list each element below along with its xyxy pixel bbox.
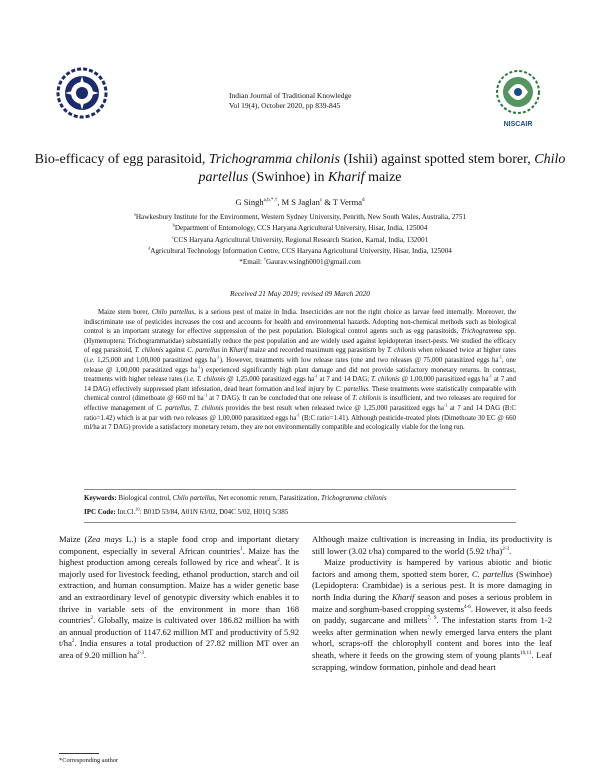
niscair-logo [490, 68, 546, 130]
affiliation-item: $^a$Hawkesbury Institute for the Environment, Western Sydney University, Penrith, New South Wales, Australia, 2751 [133, 211, 467, 221]
body-left-column: Maize (Zea mays L.) is a staple food crop and important dietary component, especially in several African countries$^1$. Maize has the highest production among cereals followed by rice and wheat$^2$. It is majorly used for livestock feeding, ethanol production, starch and oil extraction, and human consumption. Maize has a wider genetic base and an extraordinary level of genotypic diversity which enables it to thrive in variable sets of the environment in more than 168 countries$^2$. Globally, maize is cultivated over 186.82 million ha with an annual production of 1147.62 million MT and productivity of 5.92 $t/ha^2$. India ensures a total production of 27.82 million MT over an area of 9.20 million $ha^{2-3}$. [59, 534, 299, 660]
journal-left-logo [56, 67, 108, 119]
ipc-code: IPC Code: Int.Cl.$^{20}$: B01D 53/84, A01N 63/02, D04C 5/02, H01Q 5/385 [84, 506, 289, 516]
divider [84, 489, 516, 490]
paper-title: Bio-efficacy of egg parasitoid, Trichogramma chilonis (Ishii) against spotted stem borer, Chilo partellus (Swinhoe) in Kharif maize [34, 152, 566, 185]
received-dates: Received 21 May 2019; revised 09 March 2020 [229, 289, 371, 298]
paragraph: Maize productivity is hampered by various abiotic and biotic factors and among them, spotted stem borer, C. partellus (Swinhoe) (Lepidoptera: Crambidae) is a serious pest. It is more damaging in north India during the Kharif season and poses a serious problem in maize and sorghum-based cropping systems$^{4-6}$. However, it also feeds on paddy, sugarcane and millets$^{7, 9}$. The infestation starts from 1-2 weeks after germination when newly emerged larva enters the plant whorl, scraps-off the chlorophyll content and bores into the leaf sheath, where it feeds on the growing stem of young plants$^{10,11}$. Leaf scrapping, window formation, pinhole and dead heart [312, 557, 553, 672]
corresponding-email[interactable]: *Email: †Gaurav.wsingh0001@gmail.com [239, 256, 361, 267]
paragraph: Although maize cultivation is increasing in India, its productivity is still lower (3.02 t/ha) compared to the world (5.92 t/ha)$^{2-3}$. [312, 534, 552, 556]
journal-name: Indian Journal of Traditional Knowledge [229, 91, 352, 100]
affiliations [60, 212, 540, 268]
keywords: Keywords: Biological control, Chilo partellus, Net economic return, Parasitization, Trichogramma chilonis [84, 494, 387, 502]
niscair-caption: NISCAIR [503, 121, 533, 128]
affiliation-item: $^d$Agricultural Technology Information Centre, CCS Haryana Agricultural University, Hisar, India, 125004 [148, 245, 452, 255]
journal-issue: Vol 19(4), October 2020, pp 839-845 [229, 101, 341, 110]
divider [84, 522, 516, 523]
footnote-rule [59, 753, 99, 754]
body-right-column [312, 534, 552, 673]
affiliation-item: $^c$CCS Haryana Agricultural University, Regional Research Station, Karnal, India, 132001 [171, 234, 429, 244]
affiliation-item: $^b$Department of Entomology, CCS Haryana Agricultural University, Hisar, India, 125004 [172, 222, 428, 233]
journal-header [229, 91, 429, 111]
footnote: *Corresponding author [59, 757, 119, 764]
author-list: G Singh$^{a,b,*,\dagger}$, M S Jaglan$^c$ & T Verma$^d$ [235, 197, 365, 207]
abstract: Maize stem borer, Chilo partellus, is a serious pest of maize in India. Insecticides are not the right choice as larvae feed internally. Moreover, the indiscriminate use of pesticides increases the cost and accounts for health and environmental hazards. Adopting non-chemical methods such as biological control is an important strategy for effective suppression of the pest population. Biological control agents such as egg parasitoids, Trichogramma spp. (Hymenoptera: Trichogrammatidae) substantially reduce the pest population and are widely used against lepidopteran insect-pests. We studied the efficacy of egg parasitoid, T. chilonis against C. partellus in Kharif maize and recorded maximum egg parasitism by T. chilonis when released twice at higher rates (i.e. 1,25,000 and 1,00,000 parasitized eggs $ha^{-1}$). However, treatments with low release rates (one and two releases @ 75,000 parasitized eggs $ha^{-1}$, one release @ 1,00,000 parasitized eggs $ha^{-1}$) experienced significantly high plant damage and did not provide satisfactory monetary returns. In contrast, treatments with higher release rates (i.e. T. chilonis @ 1,25,000 parasitized eggs $ha^{-1}$ at 7 and 14 DAG; T. chilonis @ 1,00,000 parasitized eggs $ha^{-1}$ at 7 and 14 DAG) effectively suppressed plant infestation, dead heart formation and leaf injury by C. partellus. These treatments were statistically comparable with chemical control (dimethoate @ 660 ml $ha^{-1}$ at 7 DAG). It can be concluded that one release of T. chilonis is insufficient, and two releases are required for effective management of C. partellus. T. chilonis provides the best result when released twice @ 1,25,000 parasitized eggs $ha^{-1}$ at 7 and 14 DAG (B:C ratio=1.42) which is at par with two releases @ 1,00,000 parasitized eggs $ha^{-1}$ (B:C ratio=1.41). Although pesticide-treated plots (Dimethoate 30 EC @ 660 ml/ha at 7 DAG) provide a satisfactory monetary return, they are not environmentally compatible and ecologically viable for the long run. [84, 309, 517, 432]
